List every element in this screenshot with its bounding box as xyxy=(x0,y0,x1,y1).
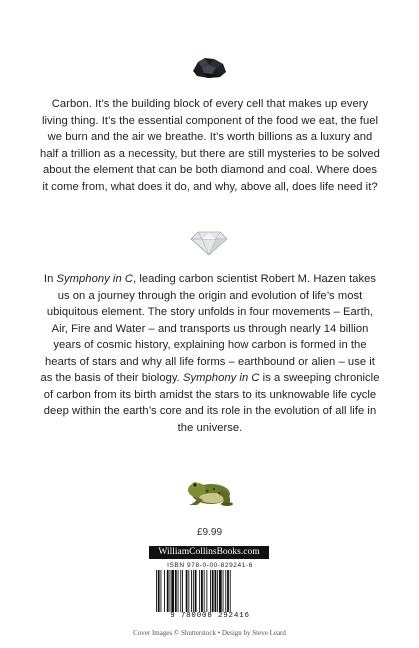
price: £9.99 xyxy=(196,527,223,538)
book-title-italic: Symphony in C xyxy=(56,273,134,285)
publisher-website: WilliamCollinsBooks.com xyxy=(149,546,269,559)
blurb-text: In xyxy=(43,273,57,285)
isbn-label: ISBN 978-0-00-829241-6 xyxy=(167,562,253,569)
blurb-paragraph-1: Carbon. It’s the building block of every cell that makes up every living thing. It’s the essential component of the food we eat, the fuel we burn and the air we breathe. It’s worth billions as a luxury and half a trillion as a necessity, but there are still mysteries to be solved about the element that can be both diamond and coal. Where does it come from, what does it do, and why, above all, does life need it? xyxy=(40,98,380,193)
diamond-icon xyxy=(190,230,228,256)
blurb-text: , leading carbon scientist Robert M. Hazen takes us on a journey through the origin and evolution of life’s most ubiquitous element. The story unfolds in four movements – Earth, Air, Fire and Water – and transports us through nearly 14 billion years of cosmic history, explaining how carbon is formed in the hearts of stars and why all life forms – earthbound or alien – use it as the basis of their biology. xyxy=(40,273,377,384)
cover-credits: Cover Images © Shutterstock • Design by Steve Leard xyxy=(133,629,286,637)
blurb-paragraph-2 xyxy=(40,271,380,436)
coal-lump-icon xyxy=(190,55,228,79)
blurb-text: is a sweeping chronicle of carbon from its birth amidst the stars to its unknowable life cycle deep within the earth’s core and its role in the evolution of all life in the universe. xyxy=(43,372,380,434)
frog-icon xyxy=(183,476,235,508)
barcode-digits: 9 780008 292416 xyxy=(170,612,250,620)
barcode xyxy=(155,570,263,614)
book-title-italic: Symphony in C xyxy=(183,372,260,384)
